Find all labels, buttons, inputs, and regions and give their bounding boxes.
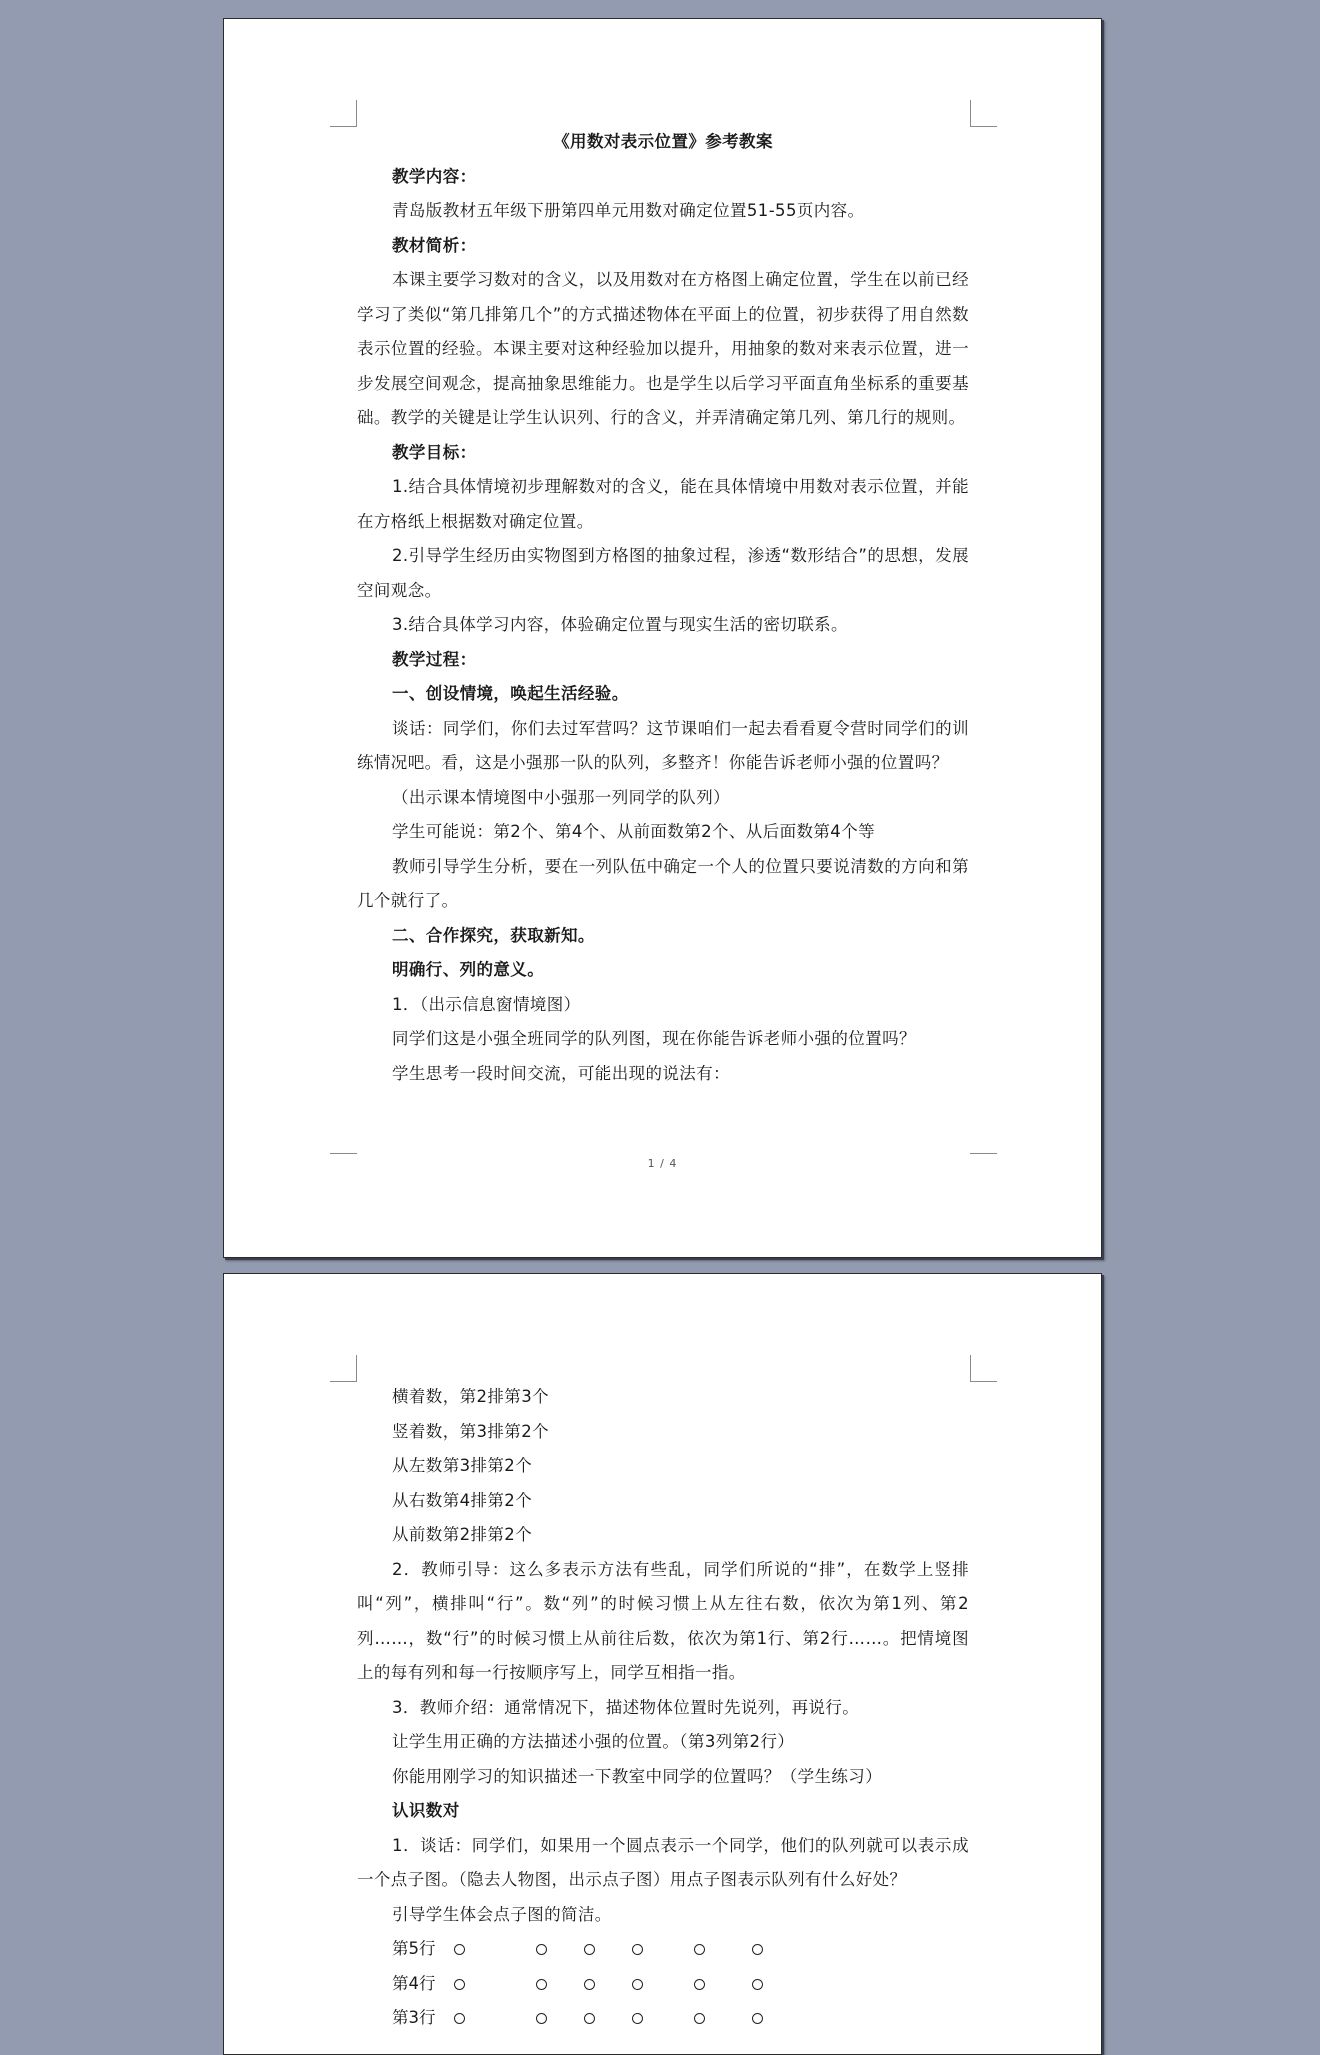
paragraph: 学生思考一段时间交流，可能出现的说法有： [392,1063,730,1083]
page-1-body [357,125,969,1091]
paragraph: 谈话：同学们，你们去过军营吗？这节课咱们一起去看看夏令营时同学们的训练情况吧。看，这是小强那一队的队列，多整齐！你能告诉老师小强的位置吗？ [357,718,969,772]
dot-row [357,2001,969,2036]
paragraph: 2．教师引导：这么多表示方法有些乱，同学们所说的“排”，在数学上竖排叫“列”，横排叫“行”。数“列”的时候习惯上从左往右数，依次为第1列、第2列……，数“行”的时候习惯上从前往后数，依次为第1行、第2行……。把情境图上的每有列和每一行按顺序写上，同学互相指一指。 [357,1559,969,1682]
student-dot [632,1944,643,1955]
section-heading: 认识数对 [392,1801,460,1820]
paragraph: 1.结合具体情境初步理解数对的含义，能在具体情境中用数对表示位置，并能在方格纸上根据数对确定位置。 [357,477,969,531]
student-dot [584,1979,595,1990]
section-heading: 教学过程： [392,649,477,669]
paragraph: 教师引导学生分析，要在一列队伍中确定一个人的位置只要说清数的方向和第几个就行了。 [357,856,969,910]
paragraph: 同学们这是小强全班同学的队列图，现在你能告诉老师小强的位置吗？ [392,1029,916,1048]
paragraph: （出示课本情境图中小强那一列同学的队列） [392,787,730,807]
page-number: 1 / 4 [647,1157,678,1170]
student-dot [454,1979,465,1990]
student-dot [584,2013,595,2024]
document-title: 《用数对表示位置》参考教案 [553,132,773,151]
student-dot [536,2013,547,2024]
paragraph: 你能用刚学习的知识描述一下教室中同学的位置吗？（学生练习） [392,1766,883,1786]
paragraph: 让学生用正确的方法描述小强的位置。（第3列第2行） [392,1732,795,1751]
paragraph: 本课主要学习数对的含义，以及用数对在方格图上确定位置，学生在以前已经学习了类似“第几排第几个”的方式描述物体在平面上的位置，初步获得了用自然数表示位置的经验。本课主要对这种经验加以提升，用抽象的数对来表示位置，进一步发展空间观念，提高抽象思维能力。也是学生以后学习平面直角坐标系的重要基础。教学的关键是让学生认识列、行的含义，并弄清确定第几列、第几行的规则。 [357,270,969,427]
paragraph: 从右数第4排第2个 [392,1490,533,1510]
corner-mark-bottom-left [330,1153,357,1154]
student-dot [752,1979,763,1990]
paragraph: 1．（出示信息窗情境图） [392,994,581,1014]
corner-mark-top-left [330,1355,357,1382]
paragraph: 学生可能说：第2个、第4个、从前面数第2个、从后面数第4个等 [392,822,875,841]
section-heading: 二、合作探究，获取新知。 [392,925,595,945]
corner-mark-top-left [330,100,357,127]
student-dot [454,2013,465,2024]
paragraph: 3．教师介绍：通常情况下，描述物体位置时先说列，再说行。 [392,1697,860,1717]
section-heading: 教材简析： [392,235,477,255]
dot-diagram [357,1932,969,2036]
corner-mark-top-right [970,1355,997,1382]
student-dot [694,1944,705,1955]
document-page-1 [223,18,1102,1258]
section-heading: 明确行、列的意义。 [392,960,545,979]
row-label: 第5行 [392,1939,436,1958]
paragraph: 从左数第3排第2个 [392,1456,533,1475]
student-dot [584,1944,595,1955]
student-dot [632,1979,643,1990]
document-page-2 [223,1273,1102,2055]
student-dot [694,2013,705,2024]
section-heading: 一、创设情境，唤起生活经验。 [392,684,629,703]
student-dot [752,2013,763,2024]
paragraph: 3.结合具体学习内容，体验确定位置与现实生活的密切联系。 [392,615,848,634]
student-dot [752,1944,763,1955]
dot-row [357,1932,969,1967]
corner-mark-top-right [970,100,997,127]
row-label: 第4行 [392,1973,436,1993]
corner-mark-bottom-right [970,1153,997,1154]
student-dot [536,1979,547,1990]
section-heading: 教学目标： [392,442,477,462]
dot-row [357,1967,969,2002]
row-label: 第3行 [392,2008,436,2027]
section-heading: 教学内容： [392,166,477,186]
paragraph: 横着数，第2排第3个 [392,1387,549,1406]
student-dot [536,1944,547,1955]
page-2-body [357,1380,969,2036]
paragraph: 青岛版教材五年级下册第四单元用数对确定位置51-55页内容。 [392,201,865,220]
paragraph: 引导学生体会点子图的简洁。 [392,1904,612,1924]
paragraph: 2.引导学生经历由实物图到方格图的抽象过程，渗透“数形结合”的思想，发展空间观念。 [357,546,969,600]
paragraph: 从前数第2排第2个 [392,1525,533,1544]
student-dot [694,1979,705,1990]
paragraph: 竖着数，第3排第2个 [392,1421,549,1441]
student-dot [454,1944,465,1955]
student-dot [632,2013,643,2024]
paragraph: 1．谈话：同学们，如果用一个圆点表示一个同学，他们的队列就可以表示成一个点子图。（隐去人物图，出示点子图）用点子图表示队列有什么好处？ [357,1835,969,1889]
